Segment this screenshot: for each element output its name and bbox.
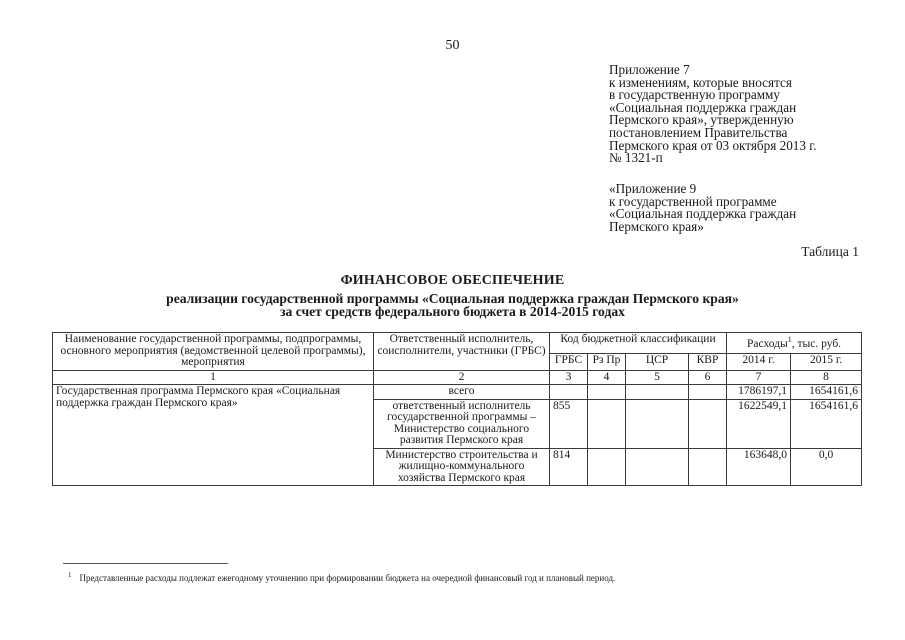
row-rzpr [588,385,626,400]
row-kvr [689,399,727,448]
footnote-text: Представленные расходы подлежат ежегодному уточнению при формировании бюджета на очередной финансовый год и плановый период. [79,573,616,583]
header-grbs: ГРБС [550,354,588,370]
col-number: 6 [689,370,727,385]
row-executor: всего [374,385,550,400]
financing-table [52,332,862,486]
document-title: ФИНАНСОВОЕ ОБЕСПЕЧЕНИЕ [340,273,565,288]
header-2014: 2014 г. [727,354,791,370]
col-number: 5 [626,370,689,385]
header-expenses-unit: , тыс. руб. [791,337,842,350]
col-number: 7 [727,370,791,385]
header-budget-code: Код бюджетной классификации [550,333,727,354]
row-csr [626,385,689,400]
appendix-note-2: «Приложение 9 к государственной программе «Социальная поддержка граждан Пермского края» [609,181,797,234]
row-rzpr [588,448,626,486]
footnote-mark: 1 [68,571,72,579]
row-executor: ответственный исполнитель государственной программы – Министерство социального развития Пермского края [374,399,550,448]
subtitle-line-2: за счет средств федерального бюджета в 2014-2015 годах [280,304,625,319]
subtitle-line-1: реализации государственной программы «Социальная поддержка граждан Пермского края» [166,291,739,306]
program-name: Государственная программа Пермского края «Социальная поддержка граждан Пермского края» [53,385,374,486]
row-grbs: 814 [550,448,588,486]
table-row [53,385,862,400]
row-2015: 1654161,6 [791,385,862,400]
table-label: Таблица 1 [801,244,859,259]
appendix-note: Приложение 7 к изменениям, которые вносятся в государственную программу «Социальная поддержка граждан Пермского края», утвержденную постановлением Правительства Пермского края от 03 октября 2013 г. № 1321-п [609,62,817,166]
row-grbs: 855 [550,399,588,448]
column-number-row [53,370,862,385]
page-number: 50 [445,38,460,53]
header-expenses-label: Расходы [747,337,788,350]
col-number: 1 [53,370,374,385]
row-csr [626,399,689,448]
col-number: 4 [588,370,626,385]
row-grbs [550,385,588,400]
header-2015: 2015 г. [791,354,862,370]
header-executor: Ответственный исполнитель, соисполнители, участники (ГРБС) [374,333,550,371]
header-name: Наименование государственной программы, подпрограммы, основного мероприятия (ведомственной целевой программы), мероприятия [53,333,374,371]
header-rzpr: Рз Пр [588,354,626,370]
row-rzpr [588,399,626,448]
row-kvr [689,448,727,486]
row-executor: Министерство строительства и жилищно-коммунального хозяйства Пермского края [374,448,550,486]
footnote-ref: 1 [787,335,792,344]
col-number: 2 [374,370,550,385]
col-number: 3 [550,370,588,385]
footnote-divider [63,563,228,564]
row-2015: 0,0 [791,448,862,486]
header-expenses [727,333,862,354]
header-csr: ЦСР [626,354,689,370]
row-2014: 163648,0 [727,448,791,486]
header-kvr: КВР [689,354,727,370]
document-subtitle [0,292,905,318]
row-csr [626,448,689,486]
row-2014: 1622549,1 [727,399,791,448]
row-2015: 1654161,6 [791,399,862,448]
footnote [68,571,615,583]
row-2014: 1786197,1 [727,385,791,400]
col-number: 8 [791,370,862,385]
row-kvr [689,385,727,400]
table-header-row-1 [53,333,862,354]
